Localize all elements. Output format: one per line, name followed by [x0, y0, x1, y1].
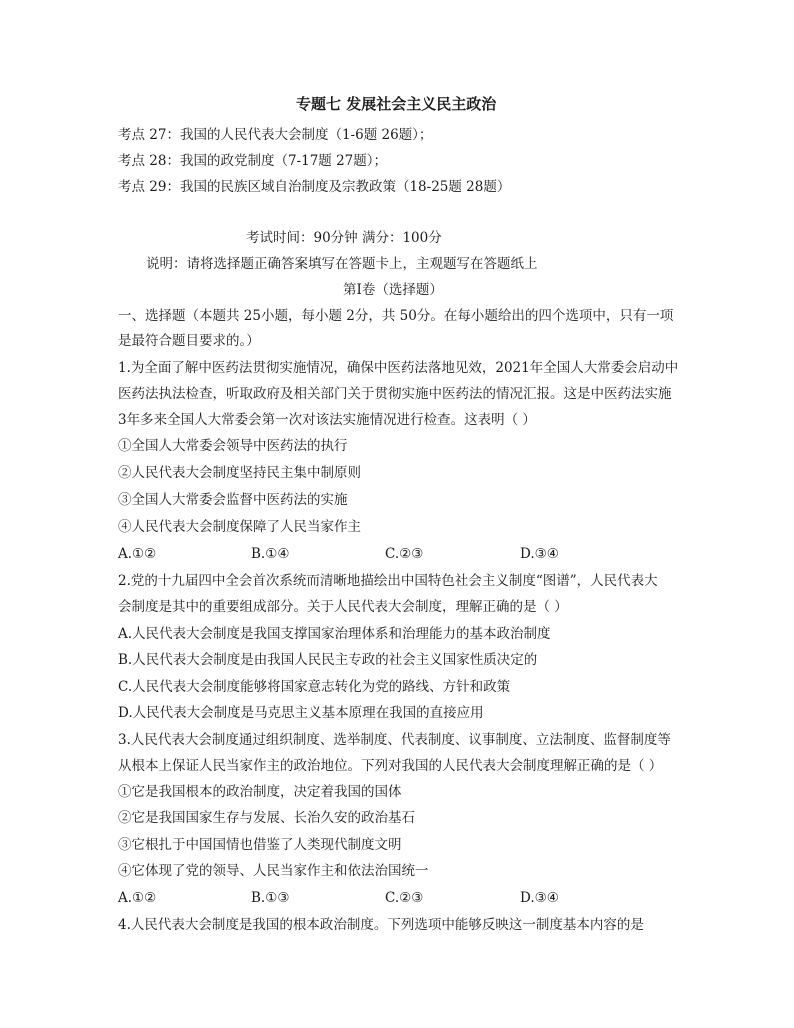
- question-1-item: ①全国人大常委会领导中医药法的执行: [118, 438, 348, 454]
- question-2-option[interactable]: D.人民代表大会制度是马克思主义基本原理在我国的直接应用: [118, 705, 484, 721]
- question-3-item: ②它是我国国家生存与发展、长治久安的政治基石: [118, 810, 415, 826]
- topic-line: 考点 28：我国的政党制度（7-17题 27题）；: [118, 153, 388, 169]
- question-1-item: ④人民代表大会制度保障了人民当家作主: [118, 519, 361, 535]
- option-a[interactable]: A.①②: [118, 546, 157, 562]
- option-b[interactable]: B.①③: [251, 890, 290, 906]
- option-a[interactable]: A.①②: [118, 890, 157, 906]
- topic-line: 考点 29：我国的民族区域自治制度及宗教政策（18-25题 28题）: [118, 179, 511, 195]
- question-3-stem: 从根本上保证人民当家作主的政治地位。下列对我国的人民代表大会制度理解正确的是（ ）: [118, 758, 663, 774]
- question-4-stem: 4.人民代表大会制度是我国的根本政治制度。下列选项中能够反映这一制度基本内容的是: [118, 917, 644, 933]
- question-3-item: ④它体现了党的领导、人民当家作主和依法治国统一: [118, 863, 429, 879]
- question-1-stem: 医药法执法检查，听取政府及相关部门关于贯彻实施中医药法的情况汇报。这是中医药法实施: [118, 386, 672, 402]
- topic-line: 考点 27：我国的人民代表大会制度（1-6题 26题）；: [118, 127, 433, 143]
- instructions: 说明：请将选择题正确答案填写在答题卡上，主观题写在答题纸上: [146, 256, 538, 272]
- question-1-stem: 3年多来全国人大常委会第一次对该法实施情况进行检查。这表明（ ）: [118, 412, 536, 428]
- question-1-options: [118, 545, 678, 563]
- question-3-item: ③它根扎于中国国情也借鉴了人类现代制度文明: [118, 837, 402, 853]
- option-d[interactable]: D.③④: [520, 546, 559, 562]
- question-2-option[interactable]: B.人民代表大会制度是由我国人民民主专政的社会主义国家性质决定的: [118, 652, 538, 668]
- question-1-stem: 1.为全面了解中医药法贯彻实施情况，确保中医药法落地见效，2021年全国人大常委会启动中: [118, 360, 679, 376]
- page-title: 专题七 发展社会主义民主政治: [296, 95, 497, 113]
- question-3-stem: 3.人民代表大会制度通过组织制度、选举制度、代表制度、议事制度、立法制度、监督制度等: [118, 732, 671, 748]
- volume-heading: 第Ⅰ卷（选择题）: [343, 282, 443, 298]
- question-2-option[interactable]: A.人民代表大会制度是我国支撑国家治理体系和治理能力的基本政治制度: [118, 626, 551, 642]
- question-1-item: ③全国人大常委会监督中医药法的实施: [118, 492, 348, 508]
- section-heading: 一、选择题（本题共 25小题，每小题 2分，共 50分。在每小题给出的四个选项中，只有一项: [118, 308, 674, 324]
- exam-info: 考试时间：90分钟 满分：100分: [246, 230, 442, 246]
- option-c[interactable]: C.②③: [385, 890, 424, 906]
- option-c[interactable]: C.②③: [385, 546, 424, 562]
- section-heading: 是最符合题目要求的。）: [118, 333, 260, 349]
- question-1-item: ②人民代表大会制度坚持民主集中制原则: [118, 465, 361, 481]
- option-b[interactable]: B.①④: [251, 546, 290, 562]
- question-3-options: [118, 889, 678, 907]
- question-2-stem: 会制度是其中的重要组成部分。关于人民代表大会制度，理解正确的是（ ）: [118, 599, 568, 615]
- question-2-option[interactable]: C.人民代表大会制度能够将国家意志转化为党的路线、方针和政策: [118, 679, 511, 695]
- option-d[interactable]: D.③④: [520, 890, 559, 906]
- question-3-item: ①它是我国根本的政治制度，决定着我国的国体: [118, 784, 402, 800]
- question-2-stem: 2.党的十九届四中全会首次系统而清晰地描绘出中国特色社会主义制度“图谱”，人民代表大: [118, 573, 658, 589]
